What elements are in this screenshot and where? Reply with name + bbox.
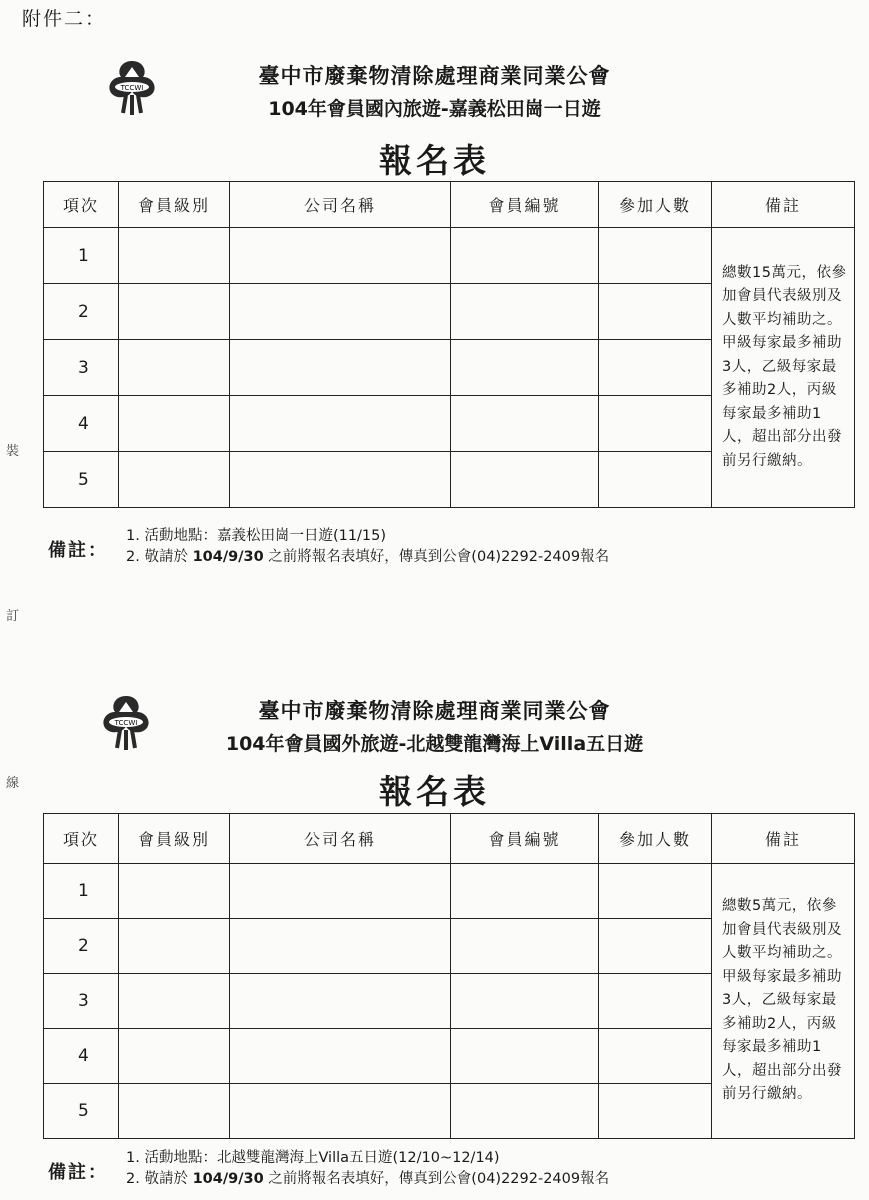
header-participants: 參加人數 [599, 182, 712, 228]
company-name-cell[interactable] [230, 864, 451, 919]
header-member-id: 會員編號 [451, 814, 599, 864]
member-id-cell[interactable] [451, 340, 599, 396]
participants-cell[interactable] [599, 284, 712, 340]
header-company-name: 公司名稱 [230, 182, 451, 228]
member-level-cell[interactable] [119, 452, 230, 508]
member-level-cell[interactable] [119, 919, 230, 974]
header-member-id: 會員編號 [451, 182, 599, 228]
member-level-cell[interactable] [119, 228, 230, 284]
participants-cell[interactable] [599, 452, 712, 508]
row-number: 2 [44, 919, 119, 974]
form-title-1: 報名表 [379, 141, 490, 180]
company-name-cell[interactable] [230, 396, 451, 452]
company-name-cell[interactable] [230, 1084, 451, 1139]
remarks-cell: 總數15萬元，依參加會員代表級別及人數平均補助之。甲級每家最多補助3人，乙級每家最多補助2人，丙級每家最多補助1人，超出部分出發前另行繳納。 [712, 228, 855, 508]
table-row [44, 228, 855, 284]
notes-label: 備註： [48, 540, 108, 561]
participants-cell[interactable] [599, 340, 712, 396]
company-name-cell[interactable] [230, 284, 451, 340]
row-number: 4 [44, 1029, 119, 1084]
member-level-cell[interactable] [119, 974, 230, 1029]
note-location: 1. 活動地點：嘉義松田崗一日遊(11/15) [126, 528, 387, 544]
org-name-2: 臺中市廢棄物清除處理商業同業公會 [258, 699, 611, 723]
table-header-row [44, 814, 855, 864]
header-remarks: 備註 [712, 814, 855, 864]
binding-mark-1: 裝 [6, 444, 20, 459]
notes-label: 備註： [48, 1162, 108, 1183]
member-id-cell[interactable] [451, 864, 599, 919]
registration-table-2 [43, 813, 855, 1139]
header-company-name: 公司名稱 [230, 814, 451, 864]
row-number: 2 [44, 284, 119, 340]
registration-table-1 [43, 181, 855, 508]
header-participants: 參加人數 [599, 814, 712, 864]
header-member-level: 會員級別 [119, 814, 230, 864]
row-number: 5 [44, 1084, 119, 1139]
participants-cell[interactable] [599, 974, 712, 1029]
form-title-2: 報名表 [379, 772, 490, 811]
row-number: 5 [44, 452, 119, 508]
trip-subtitle-1: 104年會員國內旅遊-嘉義松田崗一日遊 [268, 98, 601, 120]
binding-mark-3: 線 [6, 776, 20, 791]
member-id-cell[interactable] [451, 1029, 599, 1084]
company-name-cell[interactable] [230, 1029, 451, 1084]
binding-mark-2: 訂 [6, 609, 20, 624]
header-item-no: 項次 [44, 182, 119, 228]
participants-cell[interactable] [599, 864, 712, 919]
member-level-cell[interactable] [119, 1084, 230, 1139]
row-number: 4 [44, 396, 119, 452]
member-id-cell[interactable] [451, 974, 599, 1029]
note-location: 1. 活動地點：北越雙龍灣海上Villa五日遊(12/10~12/14) [126, 1150, 500, 1166]
row-number: 1 [44, 228, 119, 284]
svg-text:TCCWI: TCCWI [114, 719, 138, 727]
row-number: 3 [44, 340, 119, 396]
row-number: 3 [44, 974, 119, 1029]
note-deadline: 2. 敬請於 104/9/30 之前將報名表填好，傳真到公會(04)2292-2409報名 [126, 1171, 610, 1187]
company-name-cell[interactable] [230, 919, 451, 974]
member-id-cell[interactable] [451, 228, 599, 284]
table-row [44, 864, 855, 919]
org-name-1: 臺中市廢棄物清除處理商業同業公會 [258, 64, 611, 88]
row-number: 1 [44, 864, 119, 919]
member-id-cell[interactable] [451, 452, 599, 508]
header-member-level: 會員級別 [119, 182, 230, 228]
header-remarks: 備註 [712, 182, 855, 228]
member-level-cell[interactable] [119, 284, 230, 340]
member-id-cell[interactable] [451, 919, 599, 974]
participants-cell[interactable] [599, 1029, 712, 1084]
company-name-cell[interactable] [230, 974, 451, 1029]
svg-text:TCCWI: TCCWI [120, 84, 144, 92]
member-id-cell[interactable] [451, 284, 599, 340]
attachment-label: 附件二： [22, 8, 107, 30]
note-deadline: 2. 敬請於 104/9/30 之前將報名表填好，傳真到公會(04)2292-2409報名 [126, 549, 610, 565]
company-name-cell[interactable] [230, 452, 451, 508]
member-level-cell[interactable] [119, 1029, 230, 1084]
participants-cell[interactable] [599, 396, 712, 452]
member-level-cell[interactable] [119, 864, 230, 919]
company-name-cell[interactable] [230, 340, 451, 396]
participants-cell[interactable] [599, 919, 712, 974]
remarks-cell: 總數5萬元，依參加會員代表級別及人數平均補助之。甲級每家最多補助3人，乙級每家最多補助2人，丙級每家最多補助1人，超出部分出發前另行繳納。 [712, 864, 855, 1139]
header-item-no: 項次 [44, 814, 119, 864]
participants-cell[interactable] [599, 1084, 712, 1139]
trip-subtitle-2: 104年會員國外旅遊-北越雙龍灣海上Villa五日遊 [225, 733, 644, 755]
member-id-cell[interactable] [451, 1084, 599, 1139]
member-level-cell[interactable] [119, 396, 230, 452]
member-level-cell[interactable] [119, 340, 230, 396]
company-name-cell[interactable] [230, 228, 451, 284]
participants-cell[interactable] [599, 228, 712, 284]
member-id-cell[interactable] [451, 396, 599, 452]
table-header-row [44, 182, 855, 228]
